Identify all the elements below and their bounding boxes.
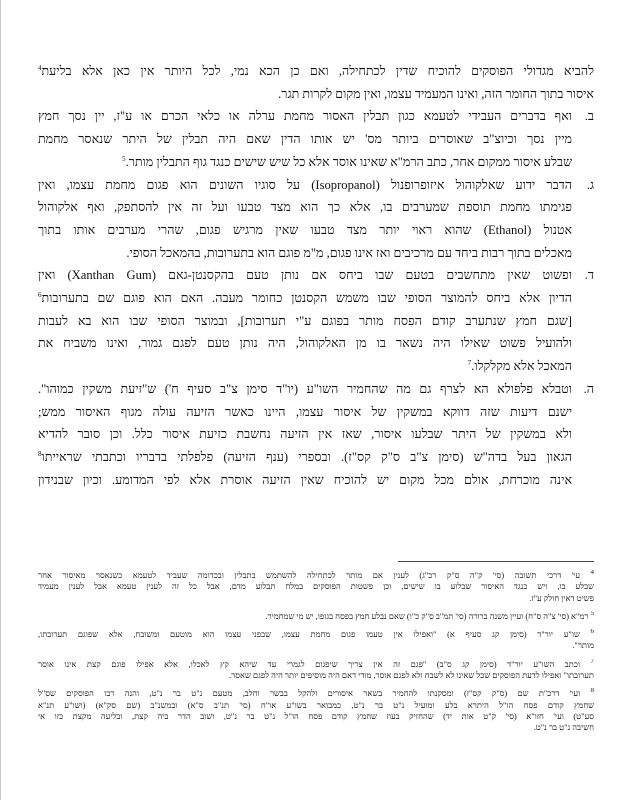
paragraph-line: אינה מוכרחת, אולם מכל מקום יש להוכיח שאין הזיעה אוסרת אלא לפי המדומע. וכיון שבנידון [38, 472, 572, 487]
item-marker: ה. [583, 381, 594, 396]
paragraph-line: המאכל אלא מקלקלו.$^7$ [467, 358, 572, 374]
footnote-line: שחמץ קודם פסח הו"ל היתרא בלע ומועיל נ"ט בר נ"ט, כמבואר בשו"ע או"ח (סי' תנ"ב ס"א) ובמשנ"ב (שם סק"א) (ושו"ע תנ"א [38, 700, 594, 710]
paragraph-line: ישנם דיעות שזה דווקא במשקין של איסור עצמו, היינו כאשר הזיעה עולה מגוף האיסור ממש; [38, 404, 572, 419]
list-item-b [38, 105, 594, 173]
footnote-ref-4[interactable]: 4 [38, 63, 42, 72]
footnote-line: $^8$ ועי' דרכ"ת שם (ס"ק קס"ז) ומסקנתו להחמיר בשאר איסורים ולהקל בבשר וחלב, מטעם נ"ט בר נ"ט, והנה רבו הפוסקים שס"ל [38, 688, 594, 699]
footnote-ref-6[interactable]: 6 [38, 290, 42, 299]
paragraph-line: פגימתו מחמת תוספת שמערבים בו, אלא כך הוא מצד טבעו ועל זה אין להסתפק, ואף אלקוהול [38, 200, 572, 215]
footnote-line: מותר". [572, 641, 594, 651]
footnotes [38, 570, 594, 741]
paragraph-line: הגאון בעל בדה"ש (סימן צ"ב ס"ק קס"ז). ובספרי (ענף הזיעה) פלפלתי בדבריו וכתבתי שראייתו$^8$ [38, 449, 572, 464]
footnote-line: פשיט דאין חולק ע"ז. [529, 593, 594, 603]
footnote-ref-7[interactable]: 7 [467, 358, 472, 367]
paragraph-line: מיין נסך וכיוצ"ב שאוסרים ביותר מס' יש אותו הדין שאם היה תבלין של היתר שנאסר מחמת [38, 132, 572, 147]
footnote-5 [38, 611, 594, 622]
item-marker: ב. [584, 109, 594, 124]
paragraph-line: ופשוט שאין מתחשבים בטעם שבו ביחס אם נותן טעם בהקסנטן-גאם (Xanthan Gum) ואין [38, 268, 572, 283]
footnote-line: תערובתו" ואפילו לדעת הפוסקים שכל שאינו לא לשבח ולא לפגם אוסר, מודי דאם היה מוסיפים יותר היה לפגם שאסר. [229, 671, 594, 681]
footnote-8 [38, 688, 594, 733]
footnote-line: $^7$ וכתב השו"ע יור"ד (סימן קג ס"ב) "פגם זה אין צריך שיפגום לגמרי עד שיהא קץ לאכלו, אלא אפילו פוגם קצת אינו אוסר [38, 658, 594, 669]
footnote-line: חשיבה נ"ט בר נ"ט. [533, 723, 594, 733]
footnote-7 [38, 659, 594, 682]
list-item-h [38, 378, 594, 492]
list-item-d [38, 264, 594, 378]
paragraph-line: הדבר ידוע שאלקוהול איזופרופנול (Isopropanol) על סוגיו השונים הוא פגום מחמת עצמו, ואין [38, 177, 572, 192]
footnote-6 [38, 629, 594, 652]
main-text [38, 60, 594, 491]
footnote-line: $^5$ רמ"א (סי' צ"ה ס"ח) ועיין משנה ברורה (סי' תמ"ב ס"ק כ"ו) שאם נבלע חמץ בפסח בגופו, יש מי שמחמיר. [265, 610, 594, 621]
paragraph-line: וטבלא פלפולא הא לצרף גם מה שהחמיר השו"ע (יו"ד סימן צ"ב סעיף ח') ש"זיעת משקין כמוהו". [38, 381, 572, 396]
paragraph-line: ואף בדברים העבידי לטעמא כגון תבלין האסור מחמת ערלה או כלאי הכרם או ע"ז, יין נסך חמץ [38, 109, 572, 124]
item-marker: ד. [584, 268, 594, 283]
paragraph-line: מאכלים בתוך רבות ביחד עם מרכיבים ואז אינו פגום, מ"מ פוגם הוא בתערובות, בהמאכל הסופי. [126, 245, 572, 260]
footnote-line: $^4$ עי' דרכי תשובה (סי' ק"ה ס"ק רכ"ג) לענין אם מותר לכתחילה להשתמש בתבלין ובכדומה שעביד לטעמא כשנאסר מאיסור אחר [38, 570, 594, 580]
paragraph-line: אטנול (Ethanol) שהוא ראוי יותר מצד טבעו שאין מרגיש פגום, שהרי מערבים אותו בתוך [38, 222, 572, 237]
footnote-line: שבלע בו, ויש כנגד האיסור שבלוע בו שישים, וכן פשטות הפוסקים במלח תבלוע מדם, אבל כל זה לענין טעמא אבל לענין מעמיד [38, 582, 594, 592]
footnote-ref-5[interactable]: 5 [122, 154, 126, 163]
footnote-line: סע"ט) ועי' חזו"א (סי' ק"ט אות יד) שהחזיק בעוז שחמץ קודם פסח הו"ל נ"ט בר נ"ט, ושוב הדר ביה קצת, ובליעה מקצת כזו אי [38, 711, 594, 721]
footnote-divider [398, 561, 594, 562]
paragraph-line: ולא במשקין של היתר שבלעו איסור, שאז אין הזיעה נחשבת כזיעת איסור כלל. וכן סובר להדיא [38, 427, 572, 442]
item-marker: ג. [586, 177, 594, 192]
paragraph-line: הדיון אלא ביחס להמוצר הסופי שבו משמש הקסנטן כחומר מעבה. האם הוא פוגם שם בתערובות$^6$ [38, 290, 572, 306]
page-edge-shadow [0, 0, 1, 800]
paragraph-line: להביא מגדולי הפוסקים להוכיח שדין לכתחילה, ואם כן הכא נמי, לכל היותר אין כאן אלא בליעת$^4$ [38, 63, 594, 78]
footnote-line: $^6$ שו"ע יור"ד (סימן קג סעיף א) "ואפילו אין טעמו פגום מחמת עצמו, שבפני עצמו הוא מוטעם ומשובח, אלא שפוגם תערובתו, [38, 629, 594, 640]
list-item-g [38, 174, 594, 265]
paragraph-line: שבלע איסור ממקום אחר, כתב הרמ"א שאינו אוסר אלא כל שיש שישים כנגד גוף התבלין מותר.$^5$ [122, 154, 572, 169]
footnote-ref-8[interactable]: 8 [38, 449, 42, 458]
paragraph-line: [שגם חמץ שנתערב קודם הפסח מותר בפוגם ע"י תערובות], ובמוצר הסופי שבו הוא בא לעבות [38, 313, 572, 328]
paragraph-line: איסור בתוך החומר הזה, ואינו המעמיד עצמו, ואין מקום לקרות תגר. [278, 86, 594, 101]
paragraph-line: ולהועיל פשוט שאילו היה נשאר בו מן האלקוהול, היה נותן טעם לפגם גמור, ואינו משביח את [38, 336, 572, 351]
footnote-4 [38, 570, 594, 604]
